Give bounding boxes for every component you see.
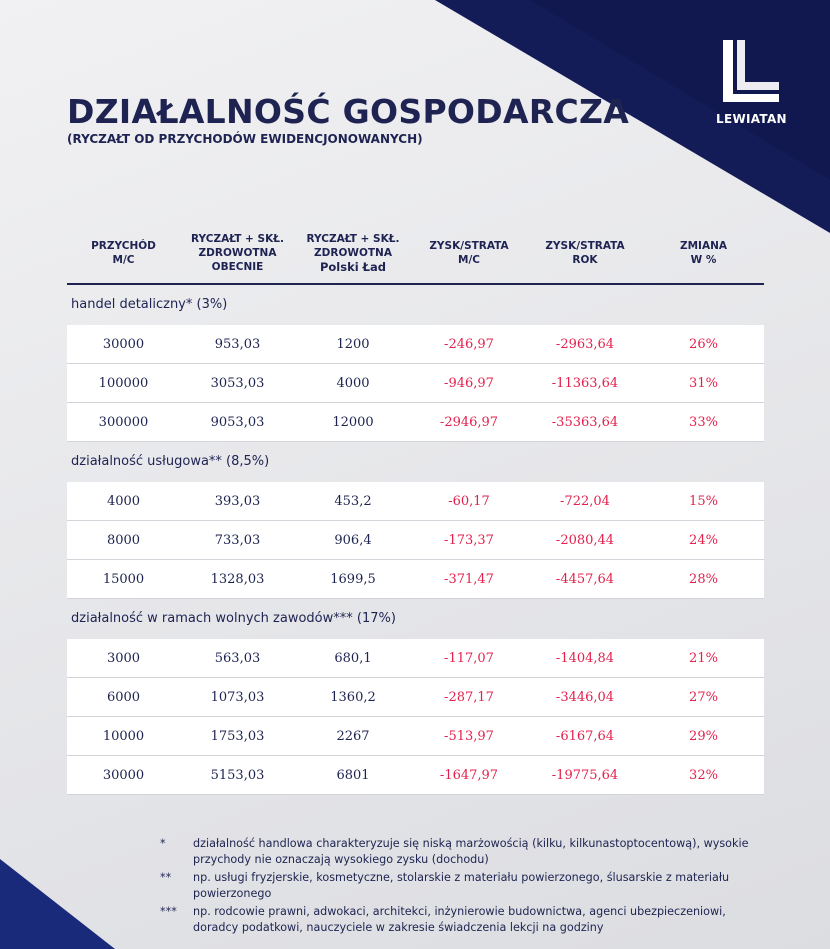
cell-przychod: 100000	[98, 375, 149, 391]
lewiatan-l-icon	[719, 38, 781, 106]
col-header-przychod: PRZYCHÓD M/C	[91, 240, 156, 266]
footnotes	[160, 836, 760, 938]
cell-ryczalt-polski-lad: 906,4	[334, 532, 372, 548]
cell-ryczalt-polski-lad: 1360,2	[330, 689, 376, 705]
cell-zysk-mc: -173,37	[444, 532, 494, 548]
cell-zysk-mc: -371,47	[444, 571, 494, 587]
cell-przychod: 300000	[98, 414, 149, 430]
page-title: DZIAŁALNOŚĆ GOSPODARCZA	[67, 92, 630, 131]
cell-ryczalt-obecnie: 9053,03	[210, 414, 265, 430]
cell-ryczalt-obecnie: 1328,03	[210, 571, 265, 587]
cell-ryczalt-obecnie: 3053,03	[210, 375, 265, 391]
cell-ryczalt-polski-lad: 680,1	[334, 650, 372, 666]
cell-zysk-rok: -2963,64	[555, 336, 615, 352]
cell-zysk-rok: -11363,64	[551, 375, 619, 391]
data-table	[67, 223, 764, 795]
cell-zysk-mc: -117,07	[444, 650, 494, 666]
table-row	[67, 403, 764, 442]
cell-zmiana: 33%	[689, 414, 718, 430]
group-label-wolne-zawody: działalność w ramach wolnych zawodów*** (17%)	[71, 611, 396, 626]
cell-przychod: 15000	[102, 571, 145, 587]
cell-zmiana: 28%	[689, 571, 718, 587]
col-header-ryczalt-polski-lad: RYCZAŁT + SKŁ. ZDROWOTNA Polski Ład	[306, 233, 400, 274]
cell-zysk-mc: -246,97	[444, 336, 494, 352]
cell-zysk-mc: -287,17	[444, 689, 494, 705]
col-header-zysk-strata-rok: ZYSK/STRATA ROK	[545, 240, 625, 266]
footnote-mark: **	[160, 871, 172, 884]
table-row	[67, 521, 764, 560]
cell-zysk-mc: -2946,97	[439, 414, 499, 430]
col-header-zmiana: ZMIANA W %	[679, 240, 727, 266]
table-row	[67, 560, 764, 599]
cell-przychod: 3000	[106, 650, 141, 666]
table-row	[67, 639, 764, 678]
table-row	[67, 325, 764, 364]
footnote-mark: *	[160, 837, 166, 850]
cell-przychod: 6000	[106, 689, 141, 705]
page-subtitle: (RYCZAŁT OD PRZYCHODÓW EWIDENCJONOWANYCH)	[67, 132, 423, 146]
table-row	[67, 756, 764, 795]
table-row	[67, 482, 764, 521]
cell-zysk-rok: -1404,84	[555, 650, 615, 666]
cell-zmiana: 26%	[689, 336, 718, 352]
cell-zysk-rok: -722,04	[560, 493, 610, 509]
cell-przychod: 8000	[106, 532, 141, 548]
logo-text: LEWIATAN	[716, 112, 787, 126]
cell-zysk-mc: -513,97	[444, 728, 494, 744]
cell-zysk-rok: -2080,44	[555, 532, 615, 548]
cell-przychod: 30000	[102, 767, 145, 783]
col-header-ryczalt-obecnie: RYCZAŁT + SKŁ. ZDROWOTNA OBECNIE	[191, 233, 284, 273]
group-label-handel: handel detaliczny* (3%)	[71, 297, 228, 312]
cell-ryczalt-obecnie: 1753,03	[210, 728, 265, 744]
cell-ryczalt-polski-lad: 6801	[336, 767, 370, 783]
cell-przychod: 30000	[102, 336, 145, 352]
cell-ryczalt-obecnie: 733,03	[214, 532, 261, 548]
footnote-text: np. rodcowie prawni, adwokaci, architekci, inżynierowie budownictwa, agenci ubezpieczeniowi, doradcy podatkowi, nauczyciele w zakresie świadczenia lekcji na godziny	[193, 905, 726, 934]
cell-zmiana: 24%	[689, 532, 718, 548]
footnote	[160, 904, 760, 936]
cell-przychod: 10000	[102, 728, 145, 744]
cell-ryczalt-polski-lad: 453,2	[334, 493, 372, 509]
table-row	[67, 364, 764, 403]
cell-zysk-rok: -3446,04	[555, 689, 615, 705]
cell-zmiana: 15%	[689, 493, 718, 509]
cell-zysk-mc: -1647,97	[439, 767, 499, 783]
cell-zysk-rok: -35363,64	[551, 414, 619, 430]
cell-zmiana: 31%	[689, 375, 718, 391]
cell-zysk-rok: -19775,64	[551, 767, 619, 783]
col-header-zysk-strata-mc: ZYSK/STRATA M/C	[429, 240, 509, 266]
footnote	[160, 870, 760, 902]
cell-zysk-rok: -6167,64	[555, 728, 615, 744]
corner-decoration-top-right-shade	[530, 0, 830, 180]
cell-ryczalt-polski-lad: 12000	[332, 414, 374, 430]
table-row	[67, 717, 764, 756]
footnote	[160, 836, 760, 868]
cell-ryczalt-polski-lad: 4000	[336, 375, 370, 391]
footnote-text: działalność handlowa charakteryzuje się niską marżowością (kilku, kilkunastoptocentową), wysokie przychody nie oznaczają wysokiego zysku (dochodu)	[193, 837, 749, 866]
cell-przychod: 4000	[106, 493, 141, 509]
cell-ryczalt-obecnie: 1073,03	[210, 689, 265, 705]
group-label-uslugowa: działalność usługowa** (8,5%)	[71, 454, 270, 469]
cell-zysk-rok: -4457,64	[555, 571, 615, 587]
cell-ryczalt-obecnie: 393,03	[214, 493, 261, 509]
footnote-text: np. usługi fryzjerskie, kosmetyczne, stolarskie z materiału powierzonego, ślusarskie z materiału powierzonego	[193, 871, 730, 900]
table-header	[67, 223, 764, 285]
cell-ryczalt-obecnie: 563,03	[214, 650, 261, 666]
cell-ryczalt-polski-lad: 2267	[336, 728, 370, 744]
corner-decoration-bottom-left	[0, 859, 115, 949]
cell-zysk-mc: -60,17	[448, 493, 490, 509]
cell-zmiana: 21%	[689, 650, 718, 666]
footnote-mark: ***	[160, 905, 177, 918]
cell-ryczalt-polski-lad: 1200	[336, 336, 370, 352]
cell-ryczalt-obecnie: 5153,03	[210, 767, 265, 783]
table-row	[67, 678, 764, 717]
cell-ryczalt-obecnie: 953,03	[214, 336, 261, 352]
cell-zmiana: 32%	[689, 767, 718, 783]
cell-zmiana: 29%	[689, 728, 718, 744]
cell-zmiana: 27%	[689, 689, 718, 705]
cell-zysk-mc: -946,97	[444, 375, 494, 391]
lewiatan-logo	[716, 38, 787, 126]
cell-ryczalt-polski-lad: 1699,5	[330, 571, 376, 587]
